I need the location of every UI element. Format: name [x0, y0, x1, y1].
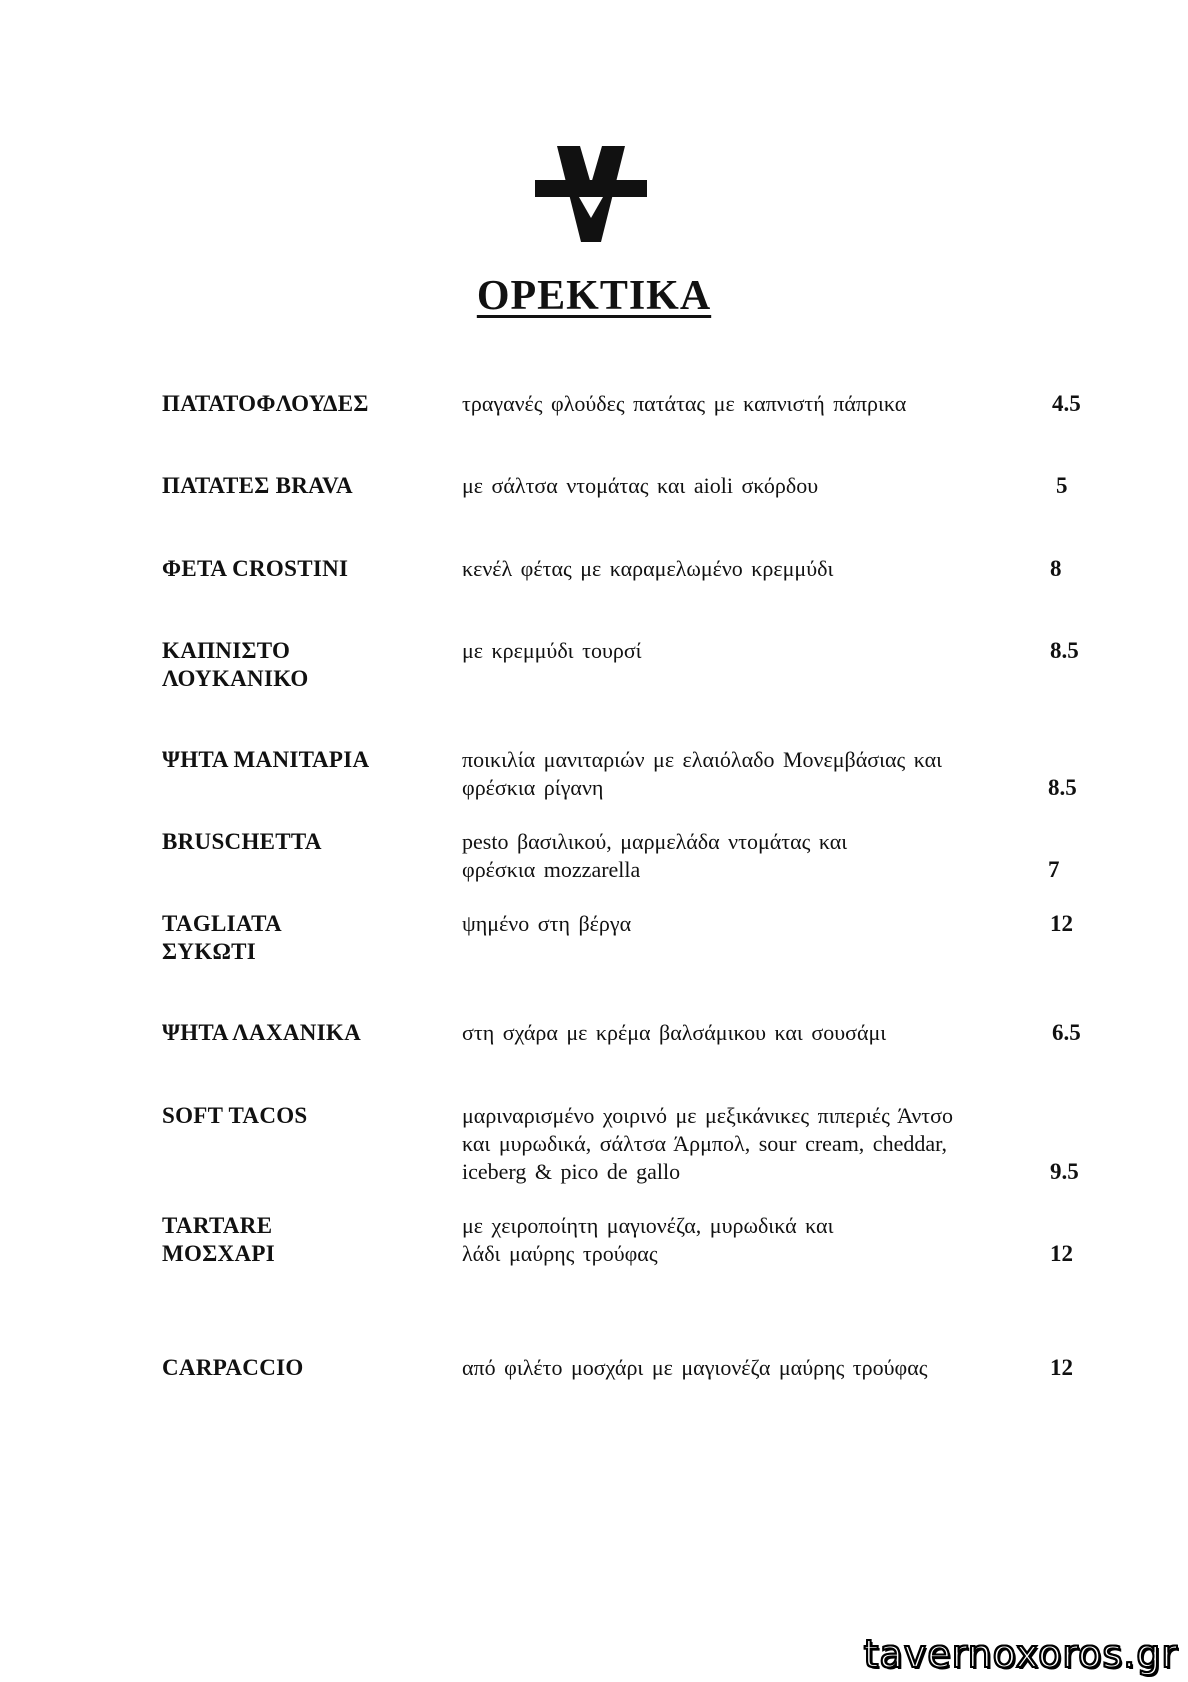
desc-line: τραγανές φλούδες πατάτας με καπνιστή πάπρικα	[462, 391, 907, 416]
menu-item-description	[462, 1354, 1022, 1382]
menu-item-name: ΚΑΠΝΙΣΤΟ ΛΟΥΚΑΝΙΚΟ	[162, 638, 309, 691]
desc-line: με κρεμμύδι τουρσί	[462, 638, 642, 663]
desc-line: μαριναρισμένο χοιρινό με μεξικάνικες πιπεριές Άντσο	[462, 1103, 953, 1128]
desc-line: και μυρωδικά, σάλτσα Άρμπολ, sour cream, cheddar,	[462, 1131, 948, 1156]
menu-item-name: SOFT TACOS	[162, 1103, 308, 1128]
menu-item-name: ΠΑΤΑΤΕΣ BRAVA	[162, 473, 353, 498]
desc-line: λάδι μαύρης τρούφας	[462, 1241, 658, 1266]
menu-item-name: BRUSCHETTA	[162, 829, 322, 854]
menu-item-name: TAGLIATA ΣΥΚΩΤΙ	[162, 911, 281, 964]
desc-line: στη σχάρα με κρέμα βαλσάμικου και σουσάμι	[462, 1020, 887, 1045]
menu-item-price: 9.5	[1050, 1159, 1079, 1184]
menu-item-price: 8.5	[1050, 638, 1079, 663]
menu-item-description	[462, 637, 1022, 665]
menu-item-name: CARPACCIO	[162, 1355, 304, 1380]
menu-item-name: ΦΕΤΑ CROSTINI	[162, 556, 349, 581]
desc-line: κενέλ φέτας με καραμελωμένο κρεμμύδι	[462, 556, 834, 581]
menu-item-name: TARTARE ΜΟΣΧΑΡΙ	[162, 1213, 275, 1266]
menu-item-description	[462, 390, 1022, 418]
desc-line: από φιλέτο μοσχάρι με μαγιονέζα μαύρης τρούφας	[462, 1355, 928, 1380]
desc-line: με σάλτσα ντομάτας και aioli σκόρδου	[462, 473, 819, 498]
menu-item-description	[462, 828, 1022, 884]
desc-line: ποικιλία μανιταριών με ελαιόλαδο Μονεμβάσιας και	[462, 747, 943, 772]
desc-line: φρέσκια ρίγανη	[462, 775, 604, 800]
desc-line: φρέσκια mozzarella	[462, 857, 641, 882]
menu-item-name: ΨΗΤΑ ΜΑΝΙΤΑΡΙΑ	[162, 747, 370, 772]
menu-item-price: 12	[1050, 1241, 1073, 1266]
menu-item-description	[462, 555, 1022, 583]
menu-item-description	[462, 1019, 1022, 1047]
page-title: ΟΡΕΚΤΙΚΑ	[476, 273, 712, 319]
desc-line: ψημένο στη βέργα	[462, 911, 632, 936]
menu-item-price: 8	[1050, 556, 1062, 581]
inverted-a-logo-icon	[535, 146, 647, 242]
menu-item-description	[462, 1212, 1022, 1268]
menu-item-price: 12	[1050, 1355, 1073, 1380]
desc-line: iceberg & pico de gallo	[462, 1159, 681, 1184]
menu-item-price: 5	[1056, 473, 1068, 498]
menu-item-description	[462, 1102, 1022, 1186]
menu-item-description	[462, 910, 1022, 938]
watermark: tavernoxoros.gr	[863, 1632, 1178, 1676]
menu-item-price: 4.5	[1052, 391, 1081, 416]
menu-item-price: 6.5	[1052, 1020, 1081, 1045]
menu-item-price: 8.5	[1048, 775, 1077, 800]
menu-item-name: ΠΑΤΑΤΟΦΛΟΥΔΕΣ	[162, 391, 369, 416]
menu-item-description	[462, 472, 1022, 500]
desc-line: pesto βασιλικού, μαρμελάδα ντομάτας και	[462, 829, 848, 854]
desc-line: με χειροποίητη μαγιονέζα, μυρωδικά και	[462, 1213, 834, 1238]
menu-item-price: 12	[1050, 911, 1073, 936]
menu-item-description	[462, 746, 1022, 802]
menu-item-name: ΨΗΤΑ ΛΑΧΑΝΙΚΑ	[162, 1020, 362, 1045]
menu-item-price: 7	[1048, 857, 1060, 882]
